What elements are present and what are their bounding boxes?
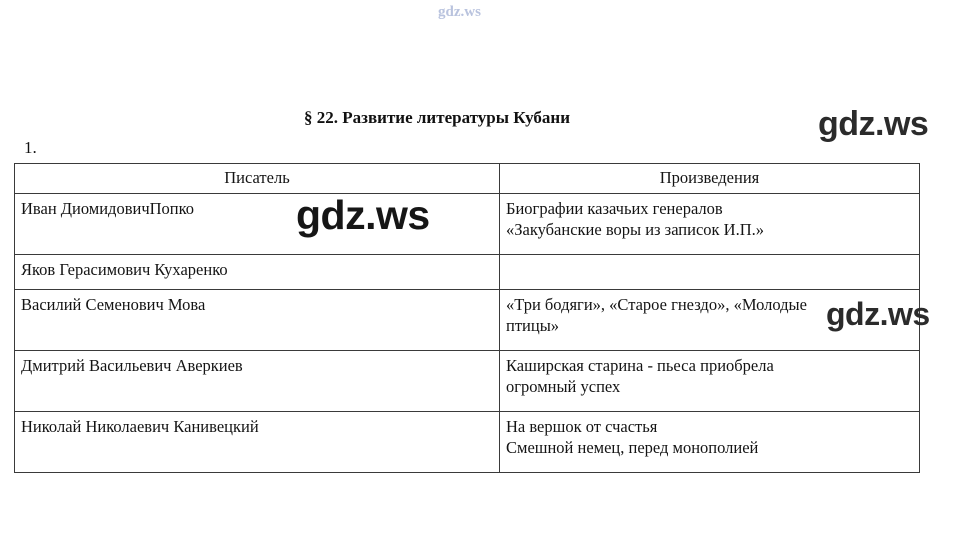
column-header-works: Произведения [500, 164, 920, 194]
cell-works [500, 412, 920, 473]
works-line: На вершок от счастья [506, 417, 658, 436]
writers-works-table [14, 163, 920, 473]
table-header-row [15, 164, 920, 194]
works-line: «Закубанские воры из записок И.П.» [506, 220, 765, 240]
cell-writer: Николай Николаевич Канивецкий [15, 412, 500, 473]
works-line: Каширская старина - пьеса приобрела [506, 356, 774, 375]
cell-works [500, 255, 920, 290]
column-header-writer: Писатель [15, 164, 500, 194]
works-line: огромный успех [506, 377, 621, 397]
works-line: птицы» [506, 316, 560, 336]
cell-writer: Василий Семенович Мова [15, 290, 500, 351]
watermark-center: gdz.ws [296, 192, 430, 238]
works-line: Смешной немец, перед монополией [506, 438, 759, 458]
task-number: 1. [24, 138, 37, 157]
cell-writer: Дмитрий Васильевич Аверкиев [15, 351, 500, 412]
table-row [15, 255, 920, 290]
works-line: «Три бодяги», «Старое гнездо», «Молодые [506, 295, 807, 314]
watermark-right-middle: gdz.ws [826, 296, 930, 332]
cell-writer: Яков Герасимович Кухаренко [15, 255, 500, 290]
table-row [15, 412, 920, 473]
watermark-right-upper: gdz.ws [818, 105, 929, 143]
cell-writer: Иван ДиомидовичПопко [15, 194, 500, 255]
works-line: Биографии казачьих генералов [506, 199, 723, 218]
cell-works [500, 194, 920, 255]
table-row [15, 194, 920, 255]
watermark-top: gdz.ws [438, 4, 481, 20]
table-row [15, 351, 920, 412]
table-row [15, 290, 920, 351]
writers-works-table-wrapper [14, 163, 919, 473]
page-title: § 22. Развитие литературы Кубани [304, 108, 570, 127]
cell-works [500, 351, 920, 412]
